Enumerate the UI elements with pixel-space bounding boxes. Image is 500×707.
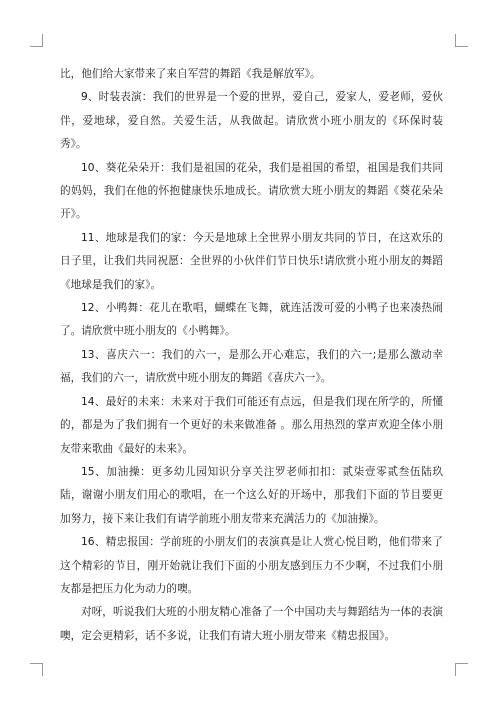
paragraph-item-16: 16、精忠报国：学前班的小朋友们的表演真是让人赏心悦目哟，他们带来了这个精彩的节目，刚开始就让我们下面的小朋友感到压力不少啊，不过我们小朋友都是把压力化为动力的噢。	[60, 536, 443, 595]
crop-mark-bottom-right	[455, 663, 468, 676]
paragraph-item-11: 11、地球是我们的家：今天是地球上全世界小朋友共同的节日，在这欢乐的日子里，让我们共同祝愿：全世界的小伙伴们节日快乐!请欣赏小班小朋友的舞蹈《地球是我们的家》。	[60, 231, 443, 291]
paragraph-item-10: 10、葵花朵朵开：我们是祖国的花朵，我们是祖国的希望，祖国是我们共同的妈妈，我们在他的怀抱健康快乐地成长。请欣赏大班小朋友的舞蹈《葵花朵朵开》。	[60, 161, 443, 221]
document-body	[60, 63, 443, 648]
crop-mark-top-left	[30, 34, 43, 47]
paragraph-item-12: 12、小鸭舞：花儿在歌唱，蝴蝶在飞舞，就连活泼可爱的小鸭子也来凑热闹了。请欣赏中班小朋友的《小鸭舞》。	[60, 302, 443, 338]
paragraph-continuation: 比，他们给大家带来了来自军营的舞蹈《我是解放军》。	[60, 68, 321, 80]
crop-mark-top-right	[455, 34, 468, 47]
paragraph-item-9: 9、时装表演：我们的世界是一个爱的世界，爱自己，爱家人，爱老师，爱伙伴，爱地球，爱自然。关爱生活，从我做起。请欣赏小班小朋友的《环保时装秀》。	[60, 91, 443, 151]
paragraph-closing: 对呀，听说我们大班的小朋友精心准备了一个中国功夫与舞蹈结为一体的表演噢，定会更精彩，话不多说，让我们有请大班小朋友带来《精忠报国》。	[60, 606, 443, 642]
paragraph-item-13: 13、喜庆六一：我们的六一，是那么开心难忘，我们的六一;是那么激动幸福，我们的六一，请欣赏中班小朋友的舞蹈《喜庆六一》。	[60, 348, 443, 385]
crop-mark-bottom-left	[30, 663, 43, 676]
paragraph-item-15: 15、加油操：更多幼儿园知识分享关注罗老师扣扣：贰柒壹零贰叁伍陆玖陆，谢谢小朋友们用心的歌唱，在一个这么好的开场中，那我们下面的节目要更加努力，接下来让我们有请学前班小朋友带来充满活力的《加油操》。	[60, 465, 443, 525]
paragraph-item-14: 14、最好的未来：未来对于我们可能还有点远，但是我们现在所学的，所懂的，都是为了我们拥有一个更好的未来做准备 。那么用热烈的掌声欢迎全体小朋友带来歌曲《最好的未来》。	[60, 395, 443, 455]
